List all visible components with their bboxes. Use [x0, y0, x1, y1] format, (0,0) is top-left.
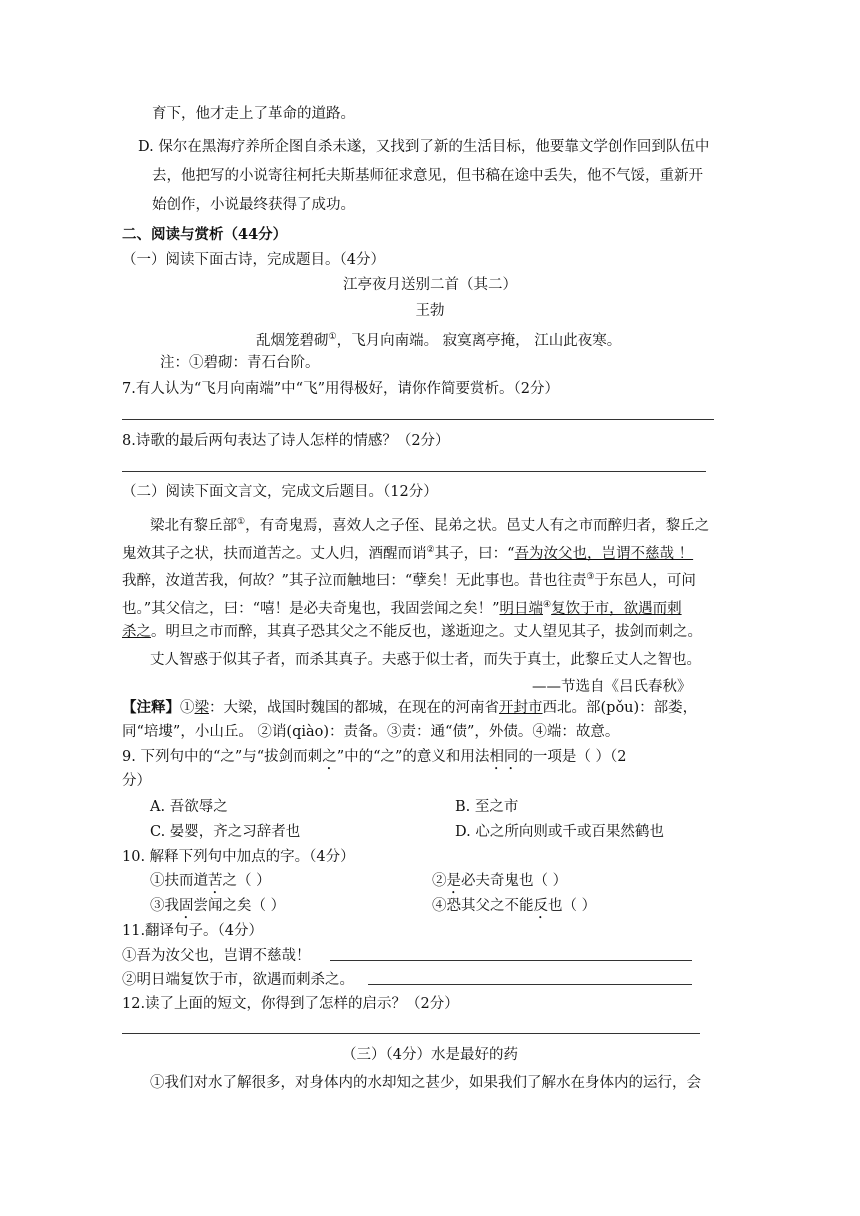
- answer-line[interactable]: [122, 419, 714, 420]
- poem-title: 江亭夜月送别二首（其二）: [343, 277, 517, 293]
- question-9: 9. 下列句中的“之”与“拔剑而刺之”中的“之”的意义和用法相同的一项是（ ）（2: [122, 749, 627, 765]
- option-a: A. 吾欲辱之: [150, 799, 228, 815]
- passage-line: 杀之。明旦之市而醉，其真子恐其父之不能反也，遂逝迎之。丈人望见其子，拔剑而刺之。: [122, 624, 702, 640]
- question-11: 11.翻译句子。（4分）: [122, 923, 264, 939]
- passage-line: ①我们对水了解很多，对身体内的水却知之甚少，如果我们了解水在身体内的运行，会: [150, 1075, 701, 1091]
- text-line: 始创作，小说最终获得了成功。: [152, 197, 355, 213]
- explain-item: ④恐其父之不能反也（ ）: [432, 898, 597, 914]
- poem-note: 注：①碧砌：青石台阶。: [160, 355, 320, 371]
- explain-item: ③我固尝闻之矣（ ）: [150, 898, 286, 914]
- question-8: 8.诗歌的最后两句表达了诗人怎样的情感？（2分）: [122, 433, 450, 449]
- explain-item: ①扶而道苦之（ ）: [150, 873, 271, 889]
- answer-line[interactable]: [122, 1033, 700, 1034]
- poem-body: 乱烟笼碧砌①，飞月向南端。 寂寞离亭掩， 江山此夜寒。: [256, 332, 622, 349]
- part-three-heading: （三）（4分）水是最好的药: [342, 1047, 518, 1063]
- passage-line: 也。”其父信之，曰：“嘻！是必夫奇鬼也，我固尝闻之矣！”明日端④复饮于市，欲遇而刺: [122, 600, 682, 617]
- translate-sentence-2: ②明日端复饮于市，欲遇而刺杀之。: [122, 972, 354, 988]
- passage-line: 我醉，汝道苦我，何故？”其子泣而触地曰：“孽矣！无此事也。昔也往责③于东邑人，可问: [122, 572, 696, 589]
- answer-line[interactable]: [122, 471, 706, 472]
- annotation-line: 同“培塿”，小山丘。 ②诮(qiào)：责备。③责：通“债”，外债。④端：故意。: [122, 724, 620, 740]
- passage-line: 梁北有黎丘部①，有奇鬼焉，喜效人之子侄、昆弟之状。邑丈人有之市而醉归者，黎丘之: [150, 517, 710, 534]
- question-9-cont: 分）: [122, 773, 151, 789]
- passage-line: 鬼效其子之状，扶而道苦之。丈人归，酒醒而诮②其子，曰：“吾为汝父也，岂谓不慈哉 ！: [122, 545, 694, 562]
- section-heading: 二、阅读与赏析（44分）: [122, 226, 288, 243]
- part-two-instruction: （二）阅读下面文言文，完成文后题目。（12分）: [122, 484, 438, 500]
- part-one-instruction: （一）阅读下面古诗，完成题目。（4分）: [122, 252, 385, 268]
- passage-source: ——节选自《吕氏春秋》: [532, 679, 692, 695]
- annotation-line: 【注释】①梁：大梁，战国时魏国的都城，在现在的河南省开封市西北。部(pǒu)：部娄，: [122, 699, 698, 716]
- option-d: D. 心之所向则或千或百果然鹤也: [455, 824, 664, 840]
- text-line: 去，他把写的小说寄往柯托夫斯基师征求意见，但书稿在途中丢失，他不气馁，重新开: [152, 168, 703, 184]
- passage-line: 丈人智惑于似其子者，而杀其真子。夫惑于似士者，而失于真士，此黎丘丈人之智也。: [150, 652, 701, 668]
- answer-line[interactable]: [368, 984, 692, 985]
- answer-line[interactable]: [330, 960, 692, 961]
- question-7: 7.有人认为“飞月向南端”中“飞”用得极好，请你作简要赏析。（2分）: [122, 381, 559, 397]
- translate-sentence-1: ①吾为汝父也，岂谓不慈哉！: [122, 948, 311, 964]
- question-12: 12.读了上面的短文，你得到了怎样的启示？（2分）: [122, 996, 459, 1012]
- question-10: 10. 解释下列句中加点的字。（4分）: [122, 849, 355, 865]
- poem-author: 王勃: [415, 303, 445, 319]
- explain-item: ②是必夫奇鬼也（ ）: [432, 873, 568, 889]
- text-line: 育下，他才走上了革命的道路。: [152, 106, 355, 122]
- option-d-line: D. 保尔在黑海疗养所企图自杀未遂，又找到了新的生活目标，他要靠文学创作回到队伍中: [138, 139, 710, 155]
- option-c: C. 晏婴，齐之习辞者也: [150, 824, 301, 840]
- option-b: B. 至之市: [455, 799, 519, 815]
